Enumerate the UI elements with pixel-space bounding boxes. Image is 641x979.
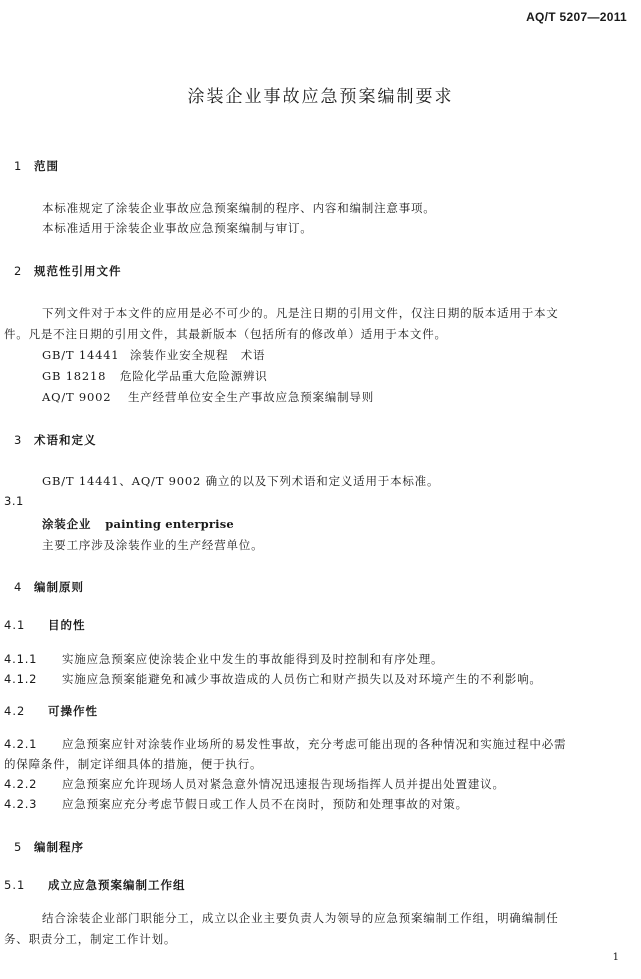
section-number: 1 [14, 159, 23, 173]
section-3-heading [14, 432, 97, 448]
document-title: 涂装企业事故应急预案编制要求 [187, 87, 454, 107]
clause-4-1-1 [4, 651, 443, 667]
clause-number: 4.1.1 [4, 652, 38, 666]
standard-code: AQ/T 5207—2011 [526, 10, 627, 24]
subsection-number: 4.2 [4, 704, 26, 718]
reference-code: AQ/T 9002 [42, 390, 112, 404]
term-chinese: 涂装企业 [42, 517, 92, 531]
clause-4-2-2 [4, 776, 505, 792]
section-title: 术语和定义 [34, 433, 97, 447]
subsection-5-1-heading [4, 877, 186, 893]
section-title: 规范性引用文件 [34, 264, 122, 278]
section-2-para-line-2: 件。凡是不注日期的引用文件，其最新版本（包括所有的修改单）适用于本文件。 [4, 327, 447, 341]
section-1-para-2: 本标准适用于涂装企业事故应急预案编制与审订。 [42, 221, 313, 235]
term-definition: 主要工序涉及涂装作业的生产经营单位。 [42, 538, 264, 552]
clause-text: 实施应急预案能避免和减少事故造成的人员伤亡和财产损失以及对环境产生的不利影响。 [62, 672, 542, 686]
reference-name: 生产经营单位安全生产事故应急预案编制导则 [128, 390, 374, 404]
clause-number: 4.2.3 [4, 797, 38, 811]
clause-4-2-1 [4, 736, 566, 752]
clause-text: 应急预案应针对涂装作业场所的易发性事故，充分考虑可能出现的各种情况和实施过程中必需 [62, 737, 567, 751]
section-number: 4 [14, 580, 23, 594]
normative-reference [42, 368, 268, 384]
subsection-title: 成立应急预案编制工作组 [48, 878, 186, 892]
reference-code: GB 18218 [42, 369, 107, 383]
normative-reference [42, 389, 374, 405]
clause-text: 实施应急预案应使涂装企业中发生的事故能得到及时控制和有序处理。 [62, 652, 444, 666]
clause-4-2-1-line-2: 的保障条件，制定详细具体的措施，便于执行。 [4, 757, 263, 771]
reference-code: GB/T 14441 [42, 348, 120, 362]
page-number: 1 [612, 952, 619, 963]
section-title: 范围 [34, 159, 59, 173]
clause-number: 4.2.1 [4, 737, 38, 751]
section-5-heading [14, 839, 84, 855]
clause-number: 4.1.2 [4, 672, 38, 686]
clause-number: 4.2.2 [4, 777, 38, 791]
section-number: 3 [14, 433, 23, 447]
subsection-number: 5.1 [4, 878, 26, 892]
section-4-heading [14, 579, 84, 595]
subsection-number: 4.1 [4, 618, 26, 632]
term-english: painting enterprise [105, 517, 234, 531]
subsection-4-1-heading [4, 617, 86, 633]
section-number: 5 [14, 840, 23, 854]
term-entry [42, 516, 234, 532]
clause-text: 应急预案应充分考虑节假日或工作人员不在岗时，预防和处理事故的对策。 [62, 797, 468, 811]
section-2-heading [14, 263, 122, 279]
normative-reference [42, 347, 265, 363]
clause-4-1-2 [4, 671, 542, 687]
clause-text: 应急预案应允许现场人员对紧急意外情况迅速报告现场指挥人员并提出处置建议。 [62, 777, 505, 791]
subsection-4-2-heading [4, 703, 98, 719]
section-3-para: GB/T 14441、AQ/T 9002 确立的以及下列术语和定义适用于本标准。 [42, 474, 440, 488]
term-number: 3.1 [4, 494, 24, 508]
section-number: 2 [14, 264, 23, 278]
section-1-heading [14, 158, 59, 174]
section-title: 编制原则 [34, 580, 84, 594]
reference-name: 危险化学品重大危险源辨识 [120, 369, 268, 383]
clause-4-2-3 [4, 796, 468, 812]
subsection-title: 目的性 [48, 618, 86, 632]
section-2-para-line-1: 下列文件对于本文件的应用是必不可少的。凡是注日期的引用文件，仅注日期的版本适用于本文 [42, 306, 559, 320]
section-5-1-para-line-2: 务、职责分工，制定工作计划。 [4, 932, 177, 946]
section-title: 编制程序 [34, 840, 84, 854]
section-1-para-1: 本标准规定了涂装企业事故应急预案编制的程序、内容和编制注意事项。 [42, 201, 436, 215]
section-5-1-para-line-1: 结合涂装企业部门职能分工，成立以企业主要负责人为领导的应急预案编制工作组，明确编制任 [42, 911, 559, 925]
subsection-title: 可操作性 [48, 704, 98, 718]
reference-name: 涂装作业安全规程 术语 [130, 348, 266, 362]
